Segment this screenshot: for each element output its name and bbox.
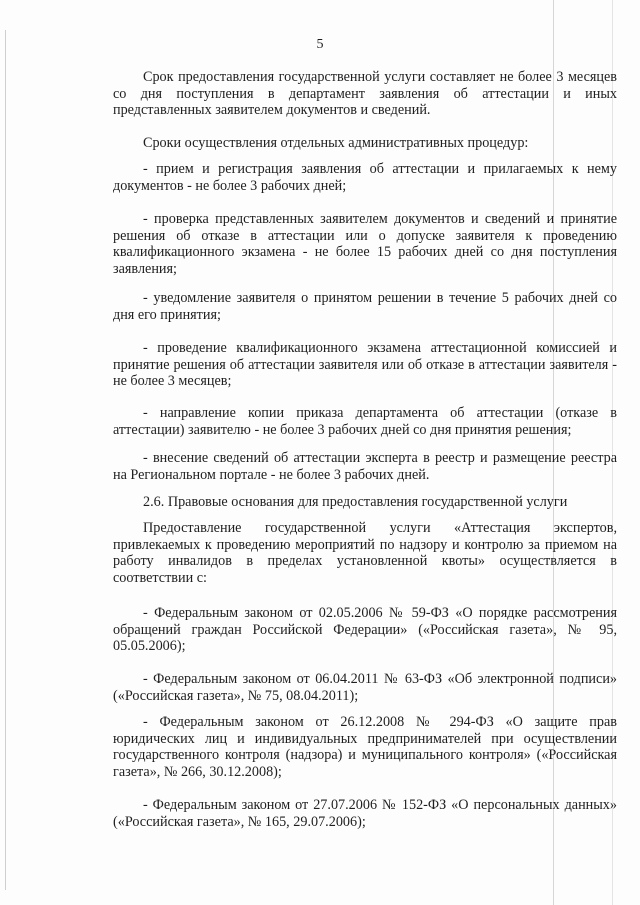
list-item-law-294: - Федеральным законом от 26.12.2008 № 294-ФЗ «О защите прав юридических лиц и индивидуальных предпринимателей при осуществлении государственного контроля (надзора) и муниципального контроля» («Российская газета», № 266, 30.12.2008); [113,714,617,780]
list-item-law-59: - Федеральным законом от 02.05.2006 № 59-ФЗ «О порядке рассмотрения обращений граждан Российской Федерации» («Российская газета», № 95, 05.05.2006); [113,605,617,654]
list-item-registry: - внесение сведений об аттестации эксперта в реестр и размещение реестра на Региональном портале - не более 3 рабочих дней. [113,450,617,483]
section-heading-legal-basis: 2.6. Правовые основания для предоставления государственной услуги [143,494,568,510]
list-item-document-check: - проверка представленных заявителем документов и сведений и принятие решения об отказе в аттестации или о допуске заявителя к проведению квалификационного экзамена - не более 15 рабочих дней со дня поступления заявления; [113,211,617,277]
list-item-order-copy: - направление копии приказа департамента об аттестации (отказе в аттестации) заявителю - не более 3 рабочих дней со дня принятия решения; [113,405,617,438]
list-item-notification: - уведомление заявителя о принятом решении в течение 5 рабочих дней со дня его принятия; [113,290,617,323]
list-item-exam: - проведение квалификационного экзамена аттестационной комиссией и принятие решения об аттестации заявителя или об отказе в аттестации заявителя - не более 3 месяцев; [113,340,617,389]
list-item-law-63: - Федеральным законом от 06.04.2011 № 63-ФЗ «Об электронной подписи» («Российская газета», № 75, 08.04.2011); [113,671,617,704]
scan-margin-line [5,30,6,890]
paragraph-service-term: Срок предоставления государственной услуги составляет не более 3 месяцев со дня поступления в департамент заявления об аттестации и иных представленных заявителем документов и сведений. [113,69,617,118]
paragraph-legal-basis: Предоставление государственной услуги «Аттестация экспертов, привлекаемых к проведению мероприятий по надзору и контролю за приемом на работу инвалидов в пределах установленной квоты» осуществляется в соответствии с: [113,520,617,586]
list-item-registration: - прием и регистрация заявления об аттестации и прилагаемых к нему документов - не более 3 рабочих дней; [113,161,617,194]
list-item-law-152: - Федеральным законом от 27.07.2006 № 152-ФЗ «О персональных данных» («Российская газета», № 165, 29.07.2006); [113,797,617,830]
paragraph-procedures-heading: Сроки осуществления отдельных административных процедур: [143,135,529,151]
page-number: 5 [316,37,324,52]
